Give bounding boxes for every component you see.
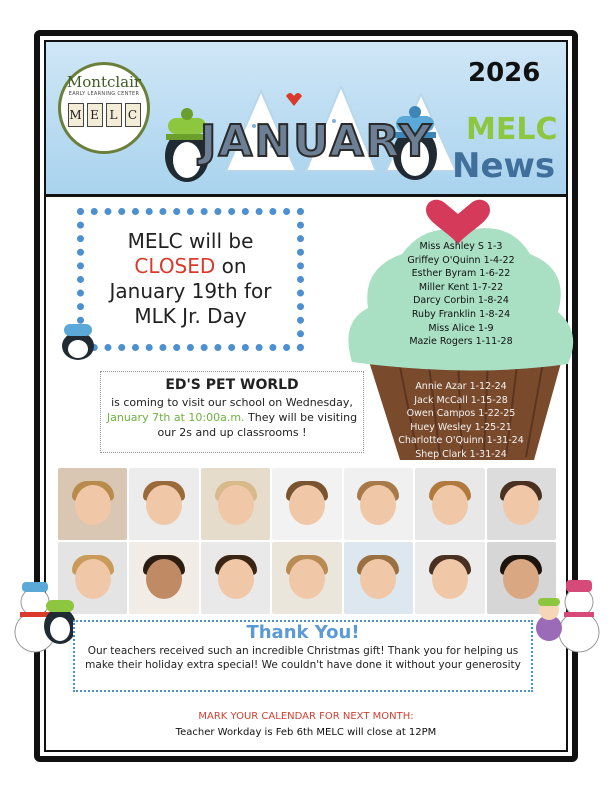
pet-world-text2 [101, 410, 363, 425]
child-photo [129, 468, 198, 540]
pet-world-text2-suffix: They will be visiting [244, 411, 358, 424]
logo-letter: C [125, 103, 141, 127]
child-photo [415, 468, 484, 540]
birthday-list-bottom [374, 380, 548, 462]
calendar-heading: MARK YOUR CALENDAR FOR NEXT MONTH: [198, 711, 414, 722]
child-photo [58, 468, 127, 540]
child-photo [344, 542, 413, 614]
birthday-entry: Miss Alice 1-9 [428, 322, 494, 334]
pet-world-text3: our 2s and up classrooms ! [157, 426, 307, 439]
birthday-entry: Mazie Rogers 1-11-28 [409, 336, 513, 348]
news-title-line2: News [452, 146, 556, 186]
child-photo [129, 542, 198, 614]
birthday-entry: Annie Azar 1-12-24 [415, 381, 507, 392]
news-title-line1: MELC [466, 112, 558, 147]
closure-line3: January 19th for [109, 279, 272, 303]
birthday-entry: Esther Byram 1-6-22 [411, 268, 511, 280]
pet-world-notice [100, 371, 364, 453]
closure-line4: MLK Jr. Day [134, 304, 247, 328]
child-photo [415, 542, 484, 614]
logo-letters [61, 103, 147, 127]
birthday-entry: Miller Kent 1-7-22 [418, 281, 504, 293]
logo-letter: M [68, 103, 84, 127]
closure-line1: MELC will be [127, 229, 254, 253]
child-photo [201, 542, 270, 614]
birthday-entry: Shep Clark 1-31-24 [415, 448, 507, 460]
pet-world-date: January 7th at 10:00a.m. [106, 411, 245, 424]
year-label: 2026 [468, 58, 541, 88]
thank-you-line1: Our teachers received such an incredible Christmas gift! Thank you for helping us [87, 645, 519, 657]
school-logo [58, 62, 150, 154]
birthday-entry: Huey Wesley 1-25-21 [410, 421, 512, 433]
child-photo [487, 468, 556, 540]
closure-notice [77, 208, 304, 351]
birthday-entry: Darcy Corbin 1-8-24 [413, 295, 509, 307]
pet-world-text1: is coming to visit our school on Wednesday, [111, 396, 353, 409]
pet-world-title: ED'S PET WORLD [165, 377, 299, 393]
closure-line2-suffix: on [215, 254, 247, 278]
thank-you-notice [73, 620, 533, 692]
thank-you-title: Thank You! [246, 622, 360, 643]
child-photo [201, 468, 270, 540]
logo-letter: L [106, 103, 122, 127]
birthday-entry: Charlotte O'Quinn 1-31-24 [398, 435, 524, 447]
thank-you-line2: make their holiday extra special! We couldn't have done it without your generosity [85, 659, 521, 671]
closure-line2 [84, 254, 297, 279]
birthday-entry: Ruby Franklin 1-8-24 [411, 308, 511, 320]
logo-name: Montclair [66, 73, 142, 91]
logo-subtitle: EARLY LEARNING CENTER [68, 91, 140, 97]
calendar-note: Teacher Workday is Feb 6th MELC will close at 12PM [175, 727, 437, 738]
child-photo [272, 542, 341, 614]
birthday-entry: Miss Ashley S 1-3 [419, 241, 503, 252]
child-photo [272, 468, 341, 540]
month-title: JANUARY [200, 116, 434, 167]
birthday-photo-grid [58, 468, 556, 614]
penguin-icon [58, 318, 98, 362]
child-photo [344, 468, 413, 540]
birthday-list-top [376, 240, 546, 349]
logo-letter: E [87, 103, 103, 127]
closed-word: CLOSED [134, 254, 216, 278]
birthday-entry: Jack McCall 1-15-28 [414, 394, 508, 406]
birthday-entry: Griffey O'Quinn 1-4-22 [407, 254, 515, 266]
birthday-entry: Owen Campos 1-22-25 [406, 408, 516, 420]
snowman-icon [532, 596, 566, 644]
